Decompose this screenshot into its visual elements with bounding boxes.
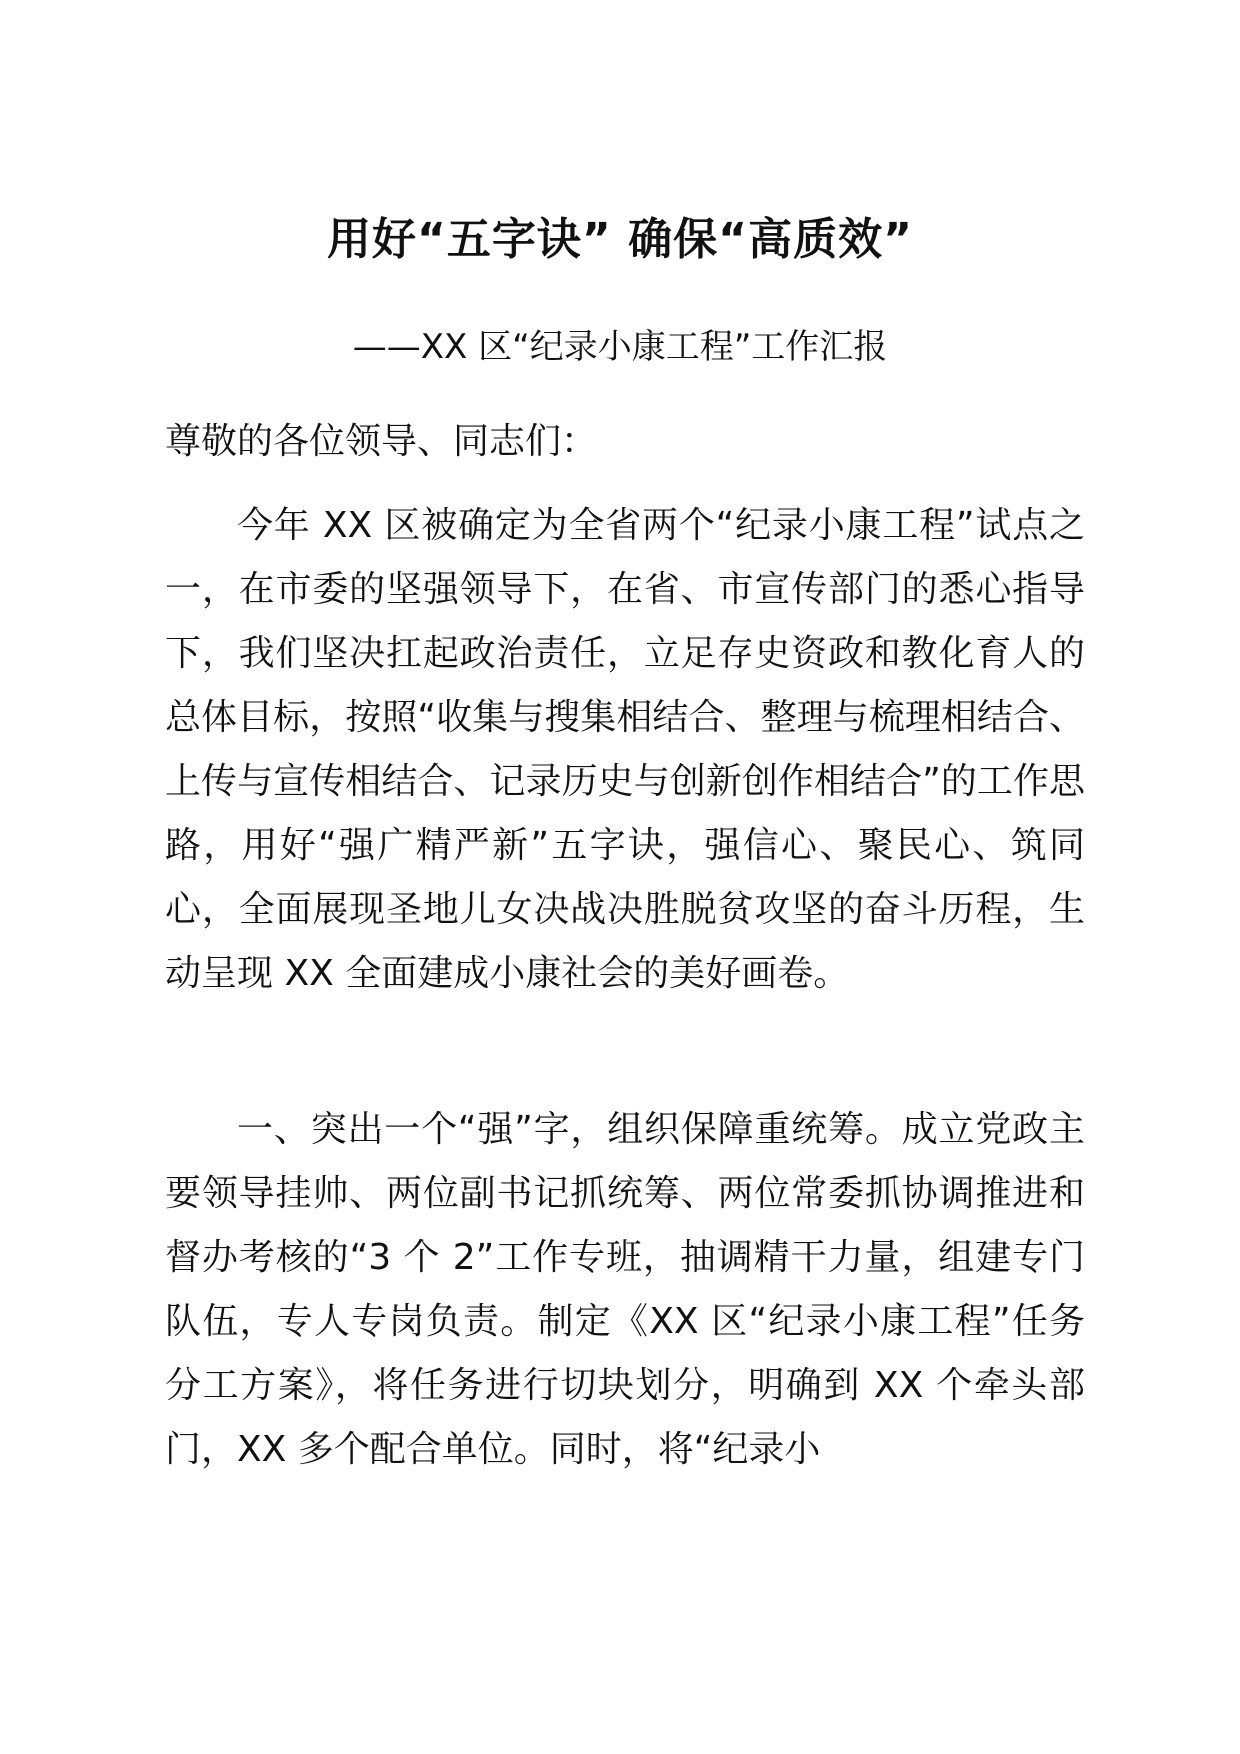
paragraph-section-one: 一、突出一个“强”字，组织保障重统筹。成立党政主要领导挂帅、两位副书记抓统筹、两位常委抓协调推进和督办考核的“3 个 2”工作专班，抽调精干力量，组建专门队伍，专人专岗负责。制定《XX 区“纪录小康工程”任务分工方案》，将任务进行切块划分，明确到 XX 个牵头部门，XX 多个配合单位。同时，将“纪录小 xyxy=(165,1109,1085,1470)
document-subtitle: ——XX 区“纪录小康工程”工作汇报 xyxy=(352,327,888,367)
greeting: 尊敬的各位领导、同志们： xyxy=(165,421,598,462)
document-title: 用好“五字诀” 确保“高质效” xyxy=(327,214,913,265)
paragraph-intro: 今年 XX 区被确定为全省两个“纪录小康工程”试点之一，在市委的坚强领导下，在省、市宣传部门的悉心指导下，我们坚决扛起政治责任，立足存史资政和教化育人的总体目标，按照“收集与搜集相结合、整理与梳理相结合、上传与宣传相结合、记录历史与创新创作相结合”的工作思路，用好“强广精严新”五字诀，强信心、聚民心、筑同心，全面展现圣地儿女决战决胜脱贫攻坚的奋斗历程，生动呈现 XX 全面建成小康社会的美好画卷。 xyxy=(165,505,1085,994)
